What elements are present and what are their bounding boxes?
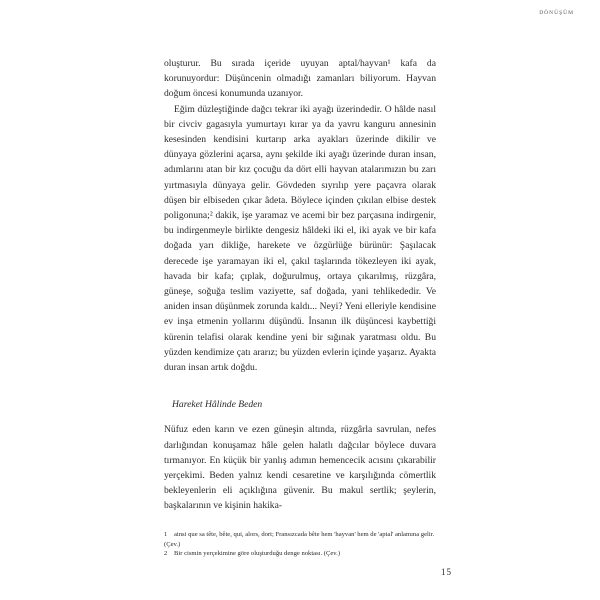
footnote-text: ainsi que sa tête, bête, qui, alors, dort; Fransızcada bête hem 'hayvan' hem de 'aptal' anlamına gelir. (Çev.) (164, 531, 435, 548)
footnote-1 (164, 530, 436, 549)
footnotes (164, 530, 436, 559)
section-heading: Hareket Hâlinde Beden (172, 399, 263, 411)
paragraph-1: oluşturur. Bu sırada içeride uyuyan aptal/hayvan¹ kafa da korunuyordur: Düşüncenin olmadığı zamanları biliyorum. Hayvan doğum öncesi konumunda uzanıyor. (164, 58, 436, 100)
paragraph-3: Nüfuz eden karın ve ezen güneşin altında, rüzgârla savrulan, nefes darlığından konuşamaz hâle gelen halatlı dağcılar böylece duvara tırmanıyor. En küçük bir yanlış adımın hemencecik acısını çıkarabilir yerçekimi. Beden yalnız kendi cesaretine ve karşılığında cömertlik bekleyenlerin eli açıklığına güvenir. Bu makul sertlik; şeylerin, başkalarının ve kişinin hakika- (164, 424, 436, 512)
running-head: DÖNÜŞÜM (539, 10, 574, 16)
page-number: 15 (441, 567, 452, 577)
footnote-number: 1 (164, 531, 168, 538)
footnote-number: 2 (164, 550, 168, 557)
footnote-text: Bir cismin yerçekimine göre oluşturduğu denge noktası. (Çev.) (174, 550, 341, 557)
paragraph-2: Eğim düzleştiğinde dağcı tekrar iki ayağı üzerindedir. O hâlde nasıl bir civciv gagasıyla yumurtayı kırar ya da yavru kanguru annesinin kesesinden kendisini kurtarıp arka ayakları üzerinde dikilir ve dünyaya gözlerini açarsa, aynı şekilde iki ayağı üzerinde duran insan, adımlarını atan bir kız çocuğu da dört elli hayvan atalarımızın bu zarı yırtmasıyla dünyaya gelir. Gövdeden sıyrılıp yere paçavra olarak düşen bir elbiseden çıkar âdeta. Böylece içinden çıkılan elbise destek poligonuna;² dakik, işe yaramaz ve acemi bir bez parçasına indirgenir, bu indirgenmeyle birlikte dengesiz hâldeki iki el, iki ayak ve bir kafa doğada yarı dikliğe, harekete ve özgürlüğe bürünür: Şaşılacak derecede işe yaramayan iki el, çakıl taşlarında tökezleyen iki ayak, havada bir kafa; çıplak, doğurulmuş, ortaya çıkarılmış, rüzgâra, güneşe, soğuğa teslim vaziyette, saf doğada, yani tehlikededir. Ve aniden insan düşünmek zorunda kaldı... Neyi? Yeni elleriyle kendisine ev inşa etmenin yollarını düşündü. İnsanın ilk düşüncesi kaybettiği kürenin telafisi olarak kendine yeni bir sığınak yaratması oldu. Bu yüzden kendimize çatı ararız; bu yüzden evlerin içinde yaşarız. Ayakta duran insan artık doğdu. (164, 103, 436, 374)
footnote-2 (164, 549, 436, 559)
body-text (164, 56, 436, 514)
